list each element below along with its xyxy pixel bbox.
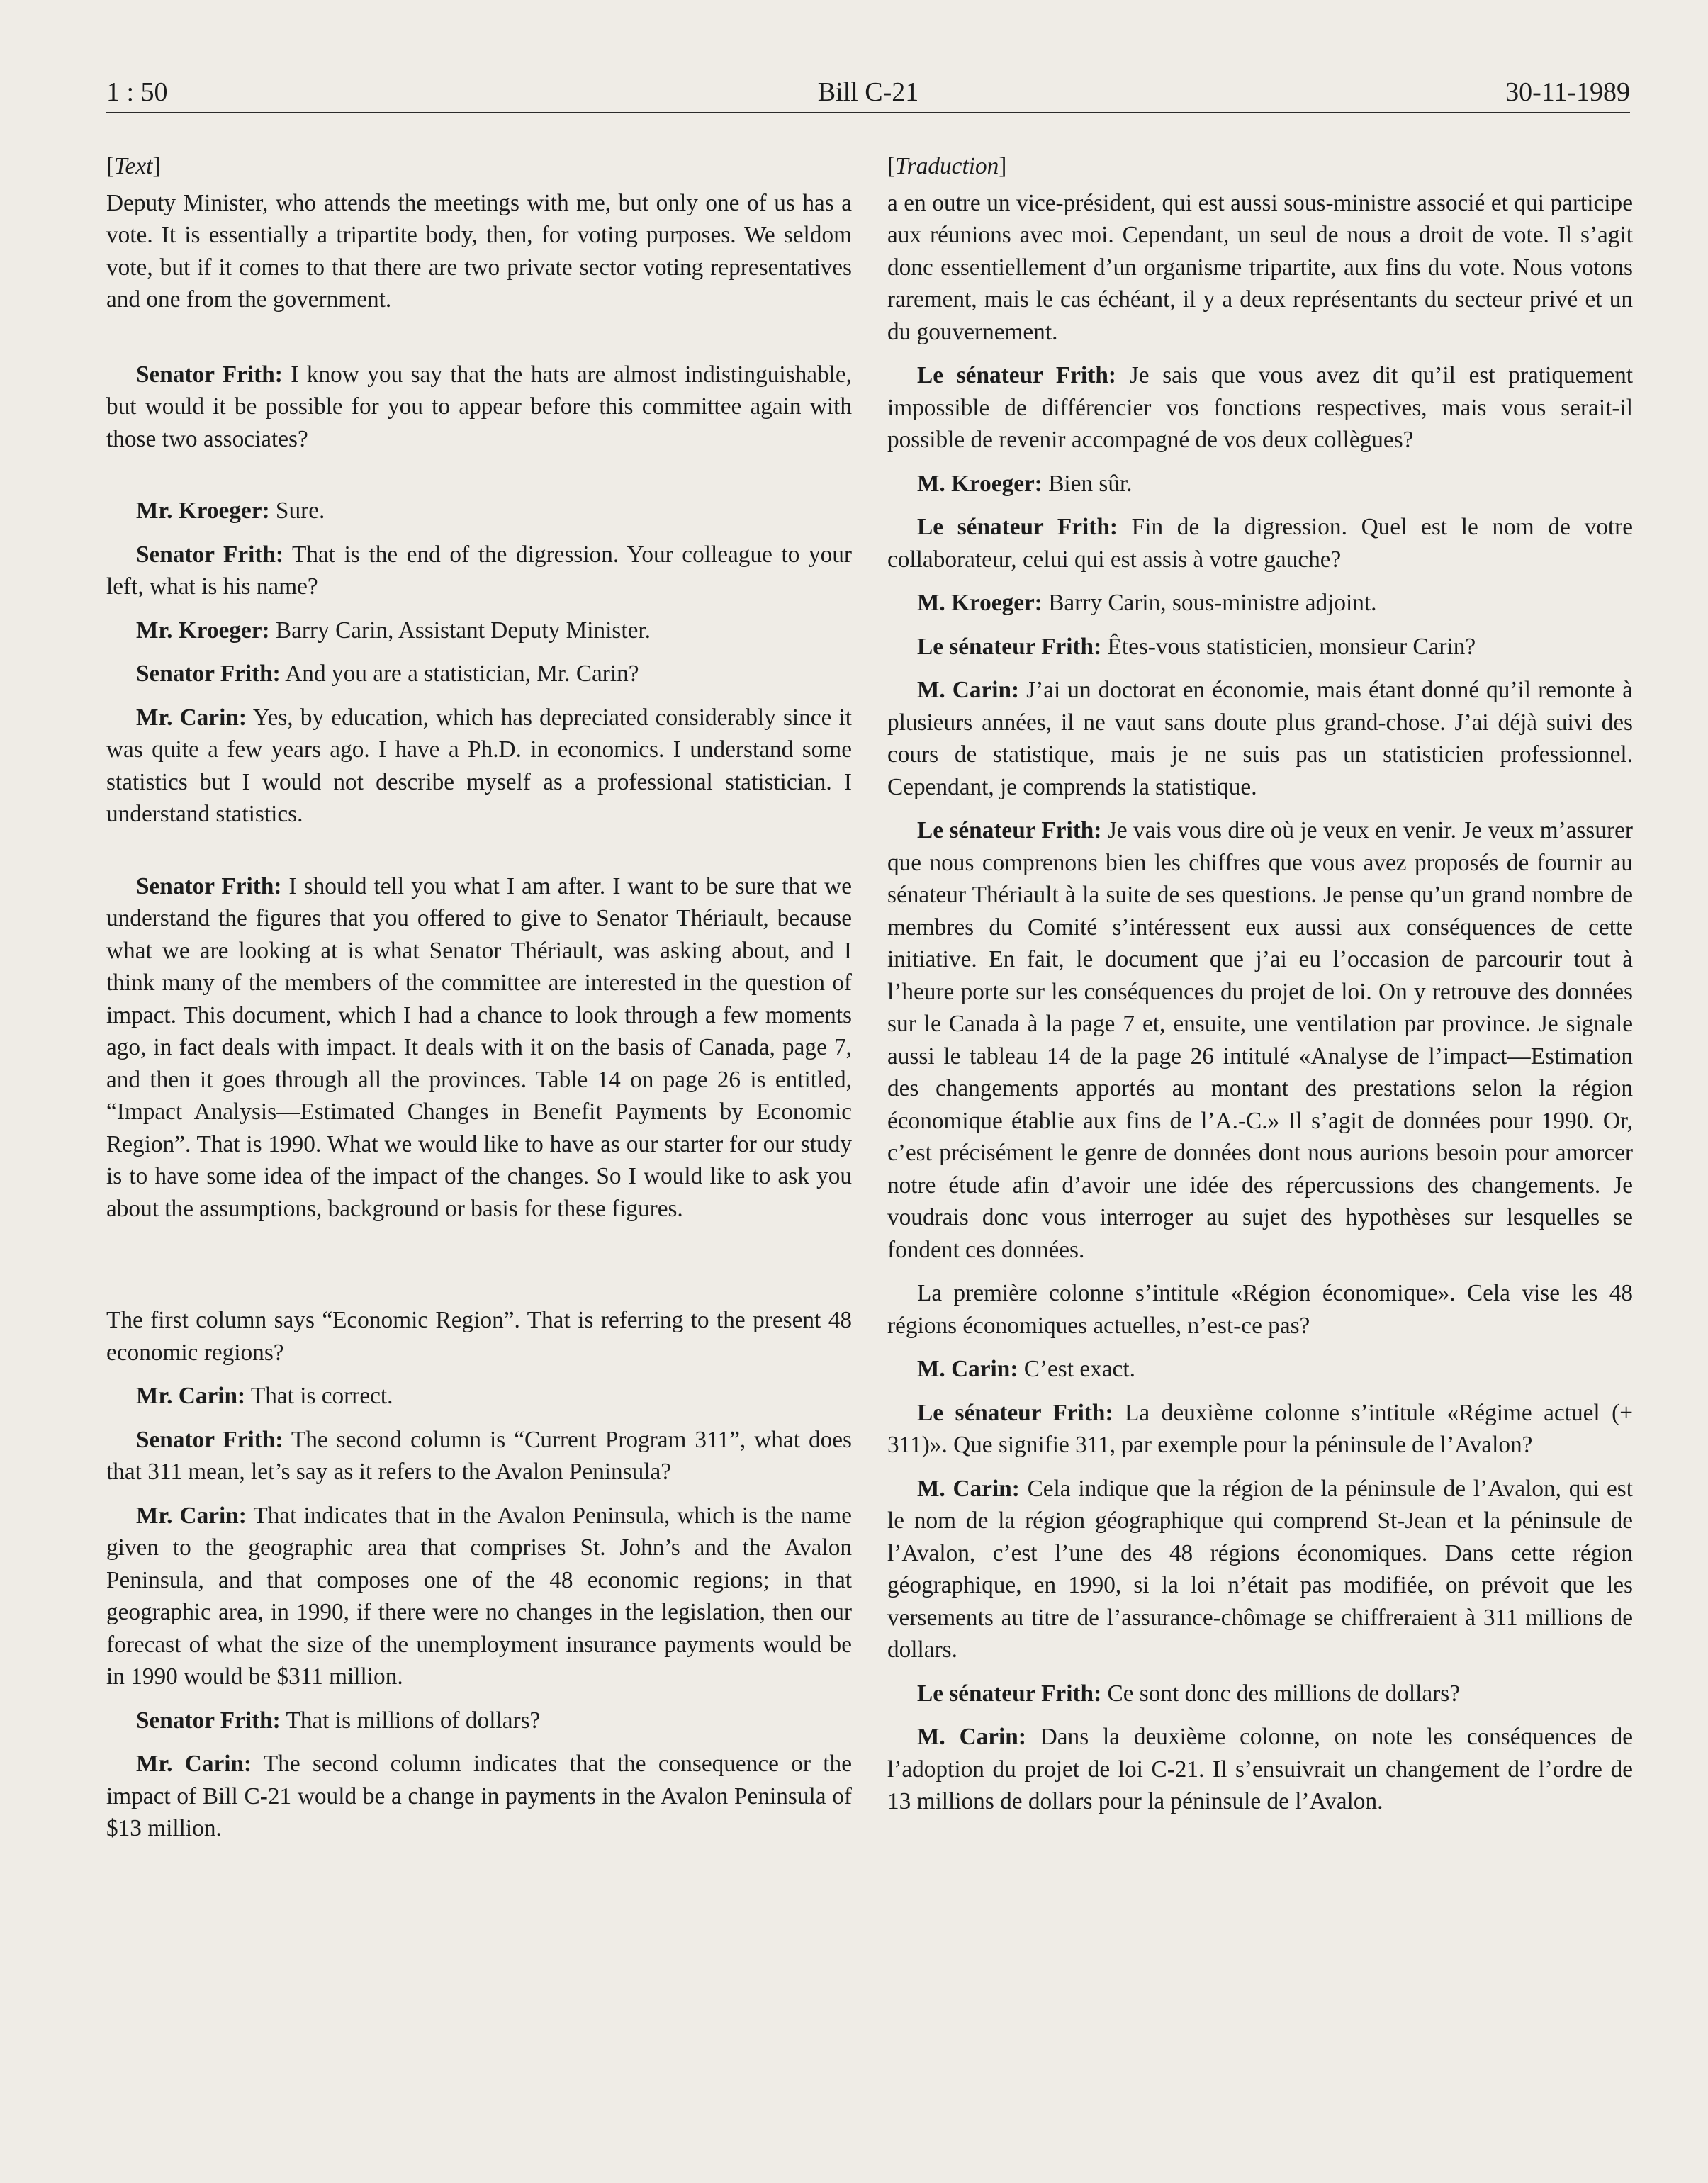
speech-text: The first column says “Economic Region”. That is referring to the present 48 economic regions? [106,1307,852,1366]
speech-text: J’ai un doctorat en économie, mais étant donné qu’il remonte à plusieurs années, il ne vaut sans doute plus grand-chose. J’ai déjà suivi des cours de statistique, mais je ne suis pas un statisticien professionnel. Cependant, je comprends la statistique. [887,677,1634,800]
speech-text: I know you say that the hats are almost indistinguishable, but would it be possible for you to appear before this committee again with those two associates? [106,361,853,452]
speaker-name: Mr. Carin: [136,1502,247,1529]
speaker-name: M. Kroeger: [917,590,1043,616]
speech-text: Bien sûr. [1042,470,1133,497]
speech-paragraph [106,870,852,1225]
language-tag: [Traduction] [887,153,1007,179]
speech-paragraph [887,511,1633,576]
speech-text: Barry Carin, sous-ministre adjoint. [1042,590,1377,616]
speaker-name: Le sénateur Frith: [917,633,1102,660]
speech-text: The second column indicates that the consequence or the impact of Bill C-21 would be a change in payments in the Avalon Peninsula of $13 million. [106,1751,852,1841]
speaker-name: Senator Frith: [136,872,282,899]
speech-text: That is millions of dollars? [280,1707,541,1734]
speech-paragraph [887,814,1633,1266]
speech-text: That is the end of the digression. Your colleague to your left, what is his name? [106,541,853,600]
speech-text: Ce sont donc des millions de dollars? [1101,1680,1461,1707]
speech-text: Je sais que vous avez dit qu’il est pratiquement impossible de différencier vos fonctions respectives, mais vous serait-il possible de revenir accompagné de vos deux collègues? [887,362,1633,453]
speaker-name: Le sénateur Frith: [917,1680,1102,1707]
speech-paragraph [106,1748,852,1845]
speaker-name: M. Carin: [917,1356,1018,1382]
speech-paragraph [887,1397,1633,1461]
speaker-name: M. Kroeger: [917,470,1043,497]
speaker-name: M. Carin: [917,677,1020,703]
speaker-name: Le sénateur Frith: [917,514,1118,540]
speech-paragraph [887,468,1633,500]
speech-paragraph [106,539,852,603]
speaker-name: Mr. Carin: [136,1751,252,1777]
page-header [106,77,1630,113]
language-tag: [Text] [106,153,161,179]
speaker-name: Senator Frith: [136,1426,283,1453]
speech-paragraph [887,1473,1633,1666]
speech-text: Cela indique que la région de la péninsule de l’Avalon, qui est le nom de la région géographique qui comprend St-Jean et la péninsule de l’Avalon, c’est l’une des 48 régions économiques. Dans cette région géographique, en 1990, si la loi n’était pas modifiée, on prévoit que les versements au titre de l’assurance-chômage se chiffreraient à 311 millions de dollars. [887,1475,1633,1663]
speaker-name: Le sénateur Frith: [917,362,1116,388]
speaker-name: M. Carin: [917,1475,1020,1502]
speech-paragraph [106,495,852,527]
speech-paragraph [887,674,1633,803]
speech-text: Fin de la digression. Quel est le nom de votre collaborateur, celui qui est assis à votre gauche? [887,514,1633,573]
speech-text: La deuxième colonne s’intitule «Régime actuel (+ 311)». Que signifie 311, par exemple pour la péninsule de l’Avalon? [887,1399,1633,1458]
speech-paragraph [106,615,852,647]
speaker-name: Le sénateur Frith: [917,1399,1113,1426]
speech-paragraph [887,1277,1633,1342]
speaker-name: Senator Frith: [136,361,283,388]
speech-paragraph [887,1721,1633,1818]
speaker-name: Senator Frith: [136,541,284,568]
speaker-name: Mr. Kroeger: [136,498,270,524]
speech-paragraph [106,1705,852,1737]
speaker-name: Senator Frith: [136,661,281,687]
speech-text: La première colonne s’intitule «Région économique». Cela vise les 48 régions économiques actuelles, n’est-ce pas? [887,1280,1633,1339]
speaker-name: Mr. Carin: [136,1383,246,1409]
document-title: Bill C-21 [817,77,919,107]
speech-paragraph [887,1353,1633,1386]
page-number: 1 : 50 [106,77,168,107]
speech-paragraph [106,658,852,690]
speaker-name: Le sénateur Frith: [917,817,1102,843]
intro-paragraph: a en outre un vice-président, qui est aussi sous-ministre associé et qui participe aux réunions avec moi. Cependant, un seul de nous a droit de vote. Il s’agit donc essentiellement d’un organisme tripartite, aux fins du vote. Nous votons rarement, mais le cas échéant, il y a deux représentants du secteur privé et un du gouvernement. [887,189,1633,345]
speech-text: Yes, by education, which has depreciated considerably since it was quite a few years ago. I have a Ph.D. in economics. I understand some statistics but I would not describe myself as a professional statistician. I understand statistics. [106,704,852,827]
english-column [106,150,852,1856]
speech-text: Êtes-vous statisticien, monsieur Carin? [1101,633,1476,660]
speech-paragraph [106,1500,852,1693]
speech-text: That indicates that in the Avalon Peninsula, which is the name given to the geographic area that comprises St. John’s and the Avalon Peninsula, and that composes one of the 48 economic regions; in that geographic area, in 1990, if there were no changes in the legislation, then our forecast of what the size of the unemployment insurance payments would be in 1990 would be $311 million. [106,1502,852,1690]
french-column [887,150,1633,1829]
speech-paragraph [887,631,1633,663]
speech-paragraph [106,1424,852,1488]
speech-paragraph [106,702,852,831]
header-rule [106,112,1630,113]
speech-paragraph [106,359,852,456]
speaker-name: Mr. Carin: [136,704,247,731]
speaker-name: Mr. Kroeger: [136,617,270,644]
speech-text: Dans la deuxième colonne, on note les conséquences de l’adoption du projet de loi C-21. Il s’ensuivrait un changement de l’ordre de 13 millions de dollars pour la péninsule de l’Avalon. [887,1724,1633,1814]
speech-text: Sure. [269,498,325,524]
speech-text: Barry Carin, Assistant Deputy Minister. [269,617,651,644]
intro-paragraph: Deputy Minister, who attends the meetings with me, but only one of us has a vote. It is essentially a tripartite body, then, for voting purposes. We seldom vote, but if it comes to that there are two private sector voting representatives and one from the government. [106,189,852,313]
speech-text: I should tell you what I am after. I want to be sure that we understand the figures that you offered to give to Senator Thériault, because what we are looking at is what Senator Thériault, was asking about, and I think many of the members of the committee are interested in the question of impact. This document, which I had a chance to look through a few moments ago, in fact deals with impact. It deals with it on the basis of Canada, page 7, and then it goes through all the provinces. Table 14 on page 26 is entitled, “Impact Analysis—Estimated Changes in Benefit Payments by Economic Region”. That is 1990. What we would like to have as our starter for our study is to have some idea of the impact of the changes. So I would like to ask you about the assumptions, background or basis for these figures. [106,872,853,1222]
speech-paragraph [887,359,1633,456]
speech-paragraph [106,1304,852,1369]
speech-text: The second column is “Current Program 311”, what does that 311 mean, let’s say as it refers to the Avalon Peninsula? [106,1426,852,1485]
speech-paragraph [887,587,1633,619]
speech-text: That is correct. [245,1383,393,1409]
document-date: 30-11-1989 [1505,77,1630,107]
speech-paragraph [887,1678,1633,1710]
speaker-name: M. Carin: [917,1724,1026,1750]
speaker-name: Senator Frith: [136,1707,281,1734]
speech-paragraph [106,1380,852,1413]
speech-text: C’est exact. [1018,1356,1135,1382]
speech-text: Je vais vous dire où je veux en venir. Je veux m’assurer que nous comprenons bien les chiffres que vous avez proposés de fournir au sénateur Thériault à la suite de ses questions. Je pense qu’un grand nombre de membres du Comité s’intéressent eux aussi aux conséquences de cette initiative. En fait, le document que j’ai eu l’occasion de parcourir tout à l’heure porte sur les conséquences du projet de loi. On y retrouve des données sur le Canada à la page 7 et, ensuite, une ventilation par province. Je signale aussi le tableau 14 de la page 26 intitulé «Analyse de l’impact—Estimation des changements apportés au montant des prestations selon la région économique établie aux fins de l’A.-C.» Il s’agit de données pour 1990. Or, c’est précisément le genre de données dont nous aurions besoin pour amorcer notre étude afin d’avoir une idée des répercussions des changements. Je voudrais donc vous interroger au sujet des hypothèses sur lesquelles se fondent ces données. [887,817,1633,1263]
speech-text: And you are a statistician, Mr. Carin? [280,661,639,687]
